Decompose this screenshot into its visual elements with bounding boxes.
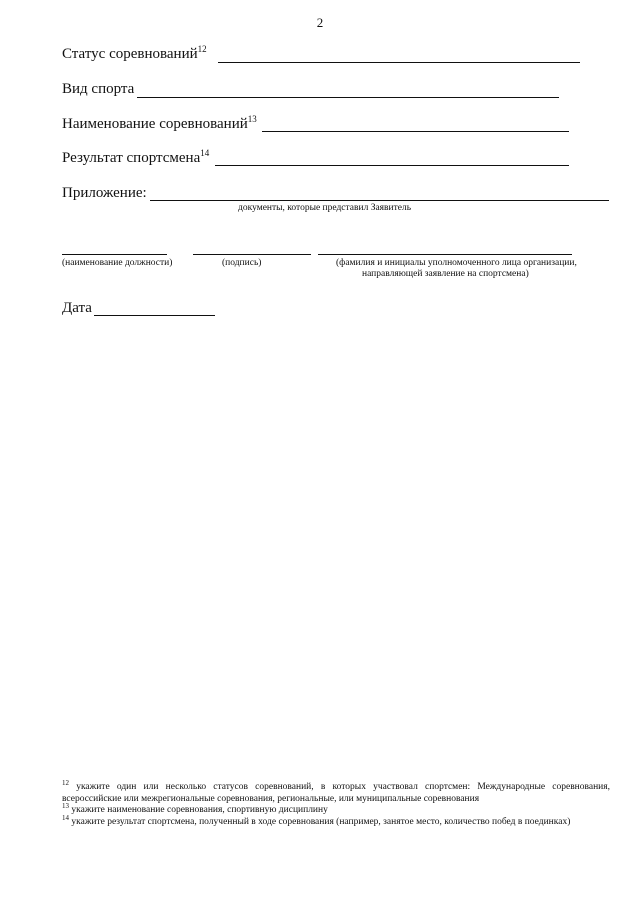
footnotes: [62, 779, 610, 828]
footnote-12: [62, 779, 610, 805]
status-line[interactable]: [218, 62, 580, 63]
competition-name-line[interactable]: [262, 131, 569, 132]
attachment-label: Приложение:: [62, 185, 147, 201]
representative-name-line[interactable]: [318, 254, 572, 255]
attachment-caption: документы, которые представил Заявитель: [238, 203, 412, 213]
status-footnote-ref: 12: [197, 44, 207, 54]
attachment-line[interactable]: [150, 200, 609, 201]
competition-name-label-text: Наименование соревнований: [62, 116, 248, 132]
footnote-14-text: укажите результат спортсмена, полученный в ходе соревнования (например, занятое место, количество побед в поединках): [71, 816, 571, 827]
representative-caption-line2: направляющей заявление на спортсмена): [362, 269, 529, 279]
representative-caption-line1: (фамилия и инициалы уполномоченного лица организации,: [336, 258, 577, 268]
footnote-13: [62, 802, 610, 817]
status-label-text: Статус соревнований: [62, 46, 198, 62]
competition-name-label: [62, 116, 257, 133]
footnote-13-text: укажите наименование соревнования, спортивную дисциплину: [71, 805, 328, 815]
result-label-text: Результат спортсмена: [62, 150, 201, 166]
date-line[interactable]: [94, 315, 215, 316]
sport-line[interactable]: [137, 97, 559, 98]
status-label: [62, 46, 207, 63]
footnote-12-num: 12: [62, 779, 69, 787]
result-footnote-ref: 14: [200, 148, 210, 158]
date-label: Дата: [62, 300, 92, 316]
result-label: [62, 150, 209, 167]
signature-line[interactable]: [193, 254, 311, 255]
position-line[interactable]: [62, 254, 167, 255]
signature-caption: (подпись): [222, 258, 262, 268]
footnote-12-text: укажите один или несколько статусов соревнований, в которых участвовал спортсмен: Международные соревнования, всероссийские или межрегиональные соревнования, региональные, или муниципальные соревнования: [62, 782, 610, 804]
position-caption: (наименование должности): [62, 258, 173, 268]
sport-label: Вид спорта: [62, 81, 135, 97]
footnote-13-num: 13: [62, 802, 69, 810]
result-line[interactable]: [215, 165, 569, 166]
competition-name-footnote-ref: 13: [247, 114, 257, 124]
footnote-14: [62, 813, 610, 829]
footnote-14-num: 14: [62, 813, 69, 822]
page-number: 2: [316, 15, 324, 30]
